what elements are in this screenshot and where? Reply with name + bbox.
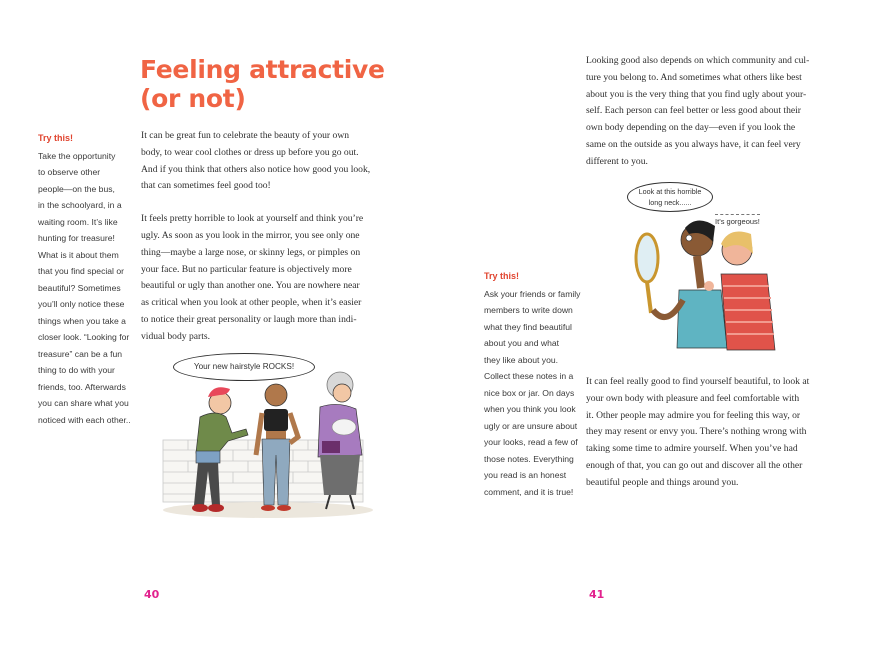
text-line: nice box or jar. On days: [484, 387, 575, 398]
text-line: what they find beautiful: [484, 321, 572, 332]
text-line: It can be great fun to celebrate the beauty of your own: [141, 130, 350, 141]
text-line: to observe other: [38, 167, 101, 177]
body-text-top: [586, 53, 840, 171]
text-line: your face. But no particular feature is objectively more: [141, 263, 352, 275]
page-number: 40: [144, 588, 160, 601]
text-line: ugly. As soon as you look in the mirror, you see only one: [141, 229, 360, 241]
text-line: beautiful people and things around you.: [586, 476, 739, 488]
text-line: members to write down: [484, 305, 573, 315]
text-line: beautiful? Sometimes: [38, 282, 121, 293]
paragraph: [141, 128, 394, 195]
text-line: friends, too. Afterwards: [38, 381, 126, 392]
text-line: closer look. “Looking for: [38, 332, 130, 342]
text-line: Take the opportunity: [38, 150, 116, 161]
text-line: vidual body parts.: [141, 330, 211, 342]
text-line: ture you belong to. And sometimes what others like best: [586, 71, 802, 83]
text-line: It feels pretty horrible to look at yourself and think you’re: [141, 213, 364, 225]
page-number: 41: [589, 588, 605, 601]
text-line: people—on the bus,: [38, 183, 115, 194]
illustration-mirror: [617, 178, 792, 353]
text-line: they may resent or envy you. There’s nothing wrong with: [586, 426, 807, 438]
text-line: And if you think that others also notice how good you look,: [141, 163, 371, 175]
text-line: as critical when you look at other people, when it’s easier: [141, 297, 362, 309]
title-line-1: Feeling attractive: [140, 55, 385, 84]
sidebar-text: [484, 286, 584, 501]
speech-bubble-1: [627, 182, 713, 212]
text-line: same on the outside as you always have, it can feel very: [586, 138, 801, 150]
text-line: own body depending on the day—even if you look the: [586, 122, 796, 134]
text-line: when you think you look: [484, 404, 576, 414]
paragraph: [586, 53, 840, 171]
text-line: those notes. Everything: [484, 453, 574, 464]
text-line: you read is an honest: [484, 470, 567, 480]
paragraphs: [141, 128, 394, 346]
text-line: they like about you.: [484, 354, 559, 365]
bubble-line-2: long neck......: [648, 198, 692, 207]
text-line: treasure” can be a fun: [38, 348, 123, 359]
paragraph-gap: [141, 195, 394, 211]
text-line: thing to do with your: [38, 365, 115, 375]
text-line: It can feel really good to find yourself beautiful, to look at: [586, 376, 810, 387]
try-this-heading: Try this!: [484, 271, 520, 281]
text-line: hunting for treasure!: [38, 233, 115, 243]
text-line: taking some time to admire yourself. When you’ve had: [586, 443, 798, 455]
text-line: body, to wear cool clothes or dress up before you go out.: [141, 146, 359, 158]
text-line: Collect these notes in a: [484, 371, 574, 381]
illustration-three-people: [158, 345, 388, 530]
speech-bubble: Your new hairstyle ROCKS!: [173, 353, 315, 381]
body-text-bottom: [586, 374, 842, 492]
title-line-2: (or not): [140, 84, 246, 113]
sidebar-text: [38, 148, 138, 429]
text-line: in the schoolyard, in a: [38, 200, 122, 210]
paragraph: [141, 211, 394, 345]
text-line: about you and what: [484, 338, 560, 348]
text-line: your own body with pleasure and feel comfortable with: [586, 392, 800, 404]
text-line: things when you take a: [38, 315, 126, 326]
text-line: you can share what you: [38, 398, 129, 408]
text-line: you’ll only notice these: [38, 299, 125, 309]
text-line: What is it about them: [38, 249, 119, 260]
page-title: [140, 55, 420, 113]
text-line: that can sometimes feel good too!: [141, 180, 271, 192]
text-line: Looking good also depends on which community and cul-: [586, 55, 810, 66]
body-text: [141, 128, 394, 346]
text-line: to notice their great personality or laugh more than indi-: [141, 313, 357, 325]
text-line: comment, and it is true!: [484, 486, 574, 497]
try-this-sidebar: [38, 130, 138, 428]
text-line: thing—maybe a large nose, or skinny legs, or pimples on: [141, 246, 361, 258]
text-line: noticed with each other..: [38, 414, 131, 425]
text-line: about you is the very thing that you find ugly about your-: [586, 88, 807, 100]
text-line: your looks, read a few of: [484, 437, 578, 447]
text-line: different to you.: [586, 155, 648, 167]
text-line: it. Other people may admire you for feeling this way, or: [586, 409, 801, 421]
try-this-heading: Try this!: [38, 133, 74, 143]
text-line: beautiful or ugly than another one. You are nowhere near: [141, 280, 360, 292]
try-this-sidebar: [484, 268, 584, 500]
speech-bubble-2: It’s gorgeous!: [715, 214, 760, 226]
text-line: enough of that, you can go out and discover all the other: [586, 459, 803, 471]
text-line: ugly or are unsure about: [484, 420, 578, 431]
bubble-line-1: Look at this horrible: [638, 187, 702, 196]
text-line: waiting room. It’s like: [38, 216, 118, 227]
text-line: that you find special or: [38, 266, 124, 276]
right-page: [437, 0, 874, 650]
text-line: Ask your friends or family: [484, 288, 581, 299]
text-line: self. Each person can feel better or less good about their: [586, 105, 801, 117]
paragraph: [586, 374, 842, 492]
